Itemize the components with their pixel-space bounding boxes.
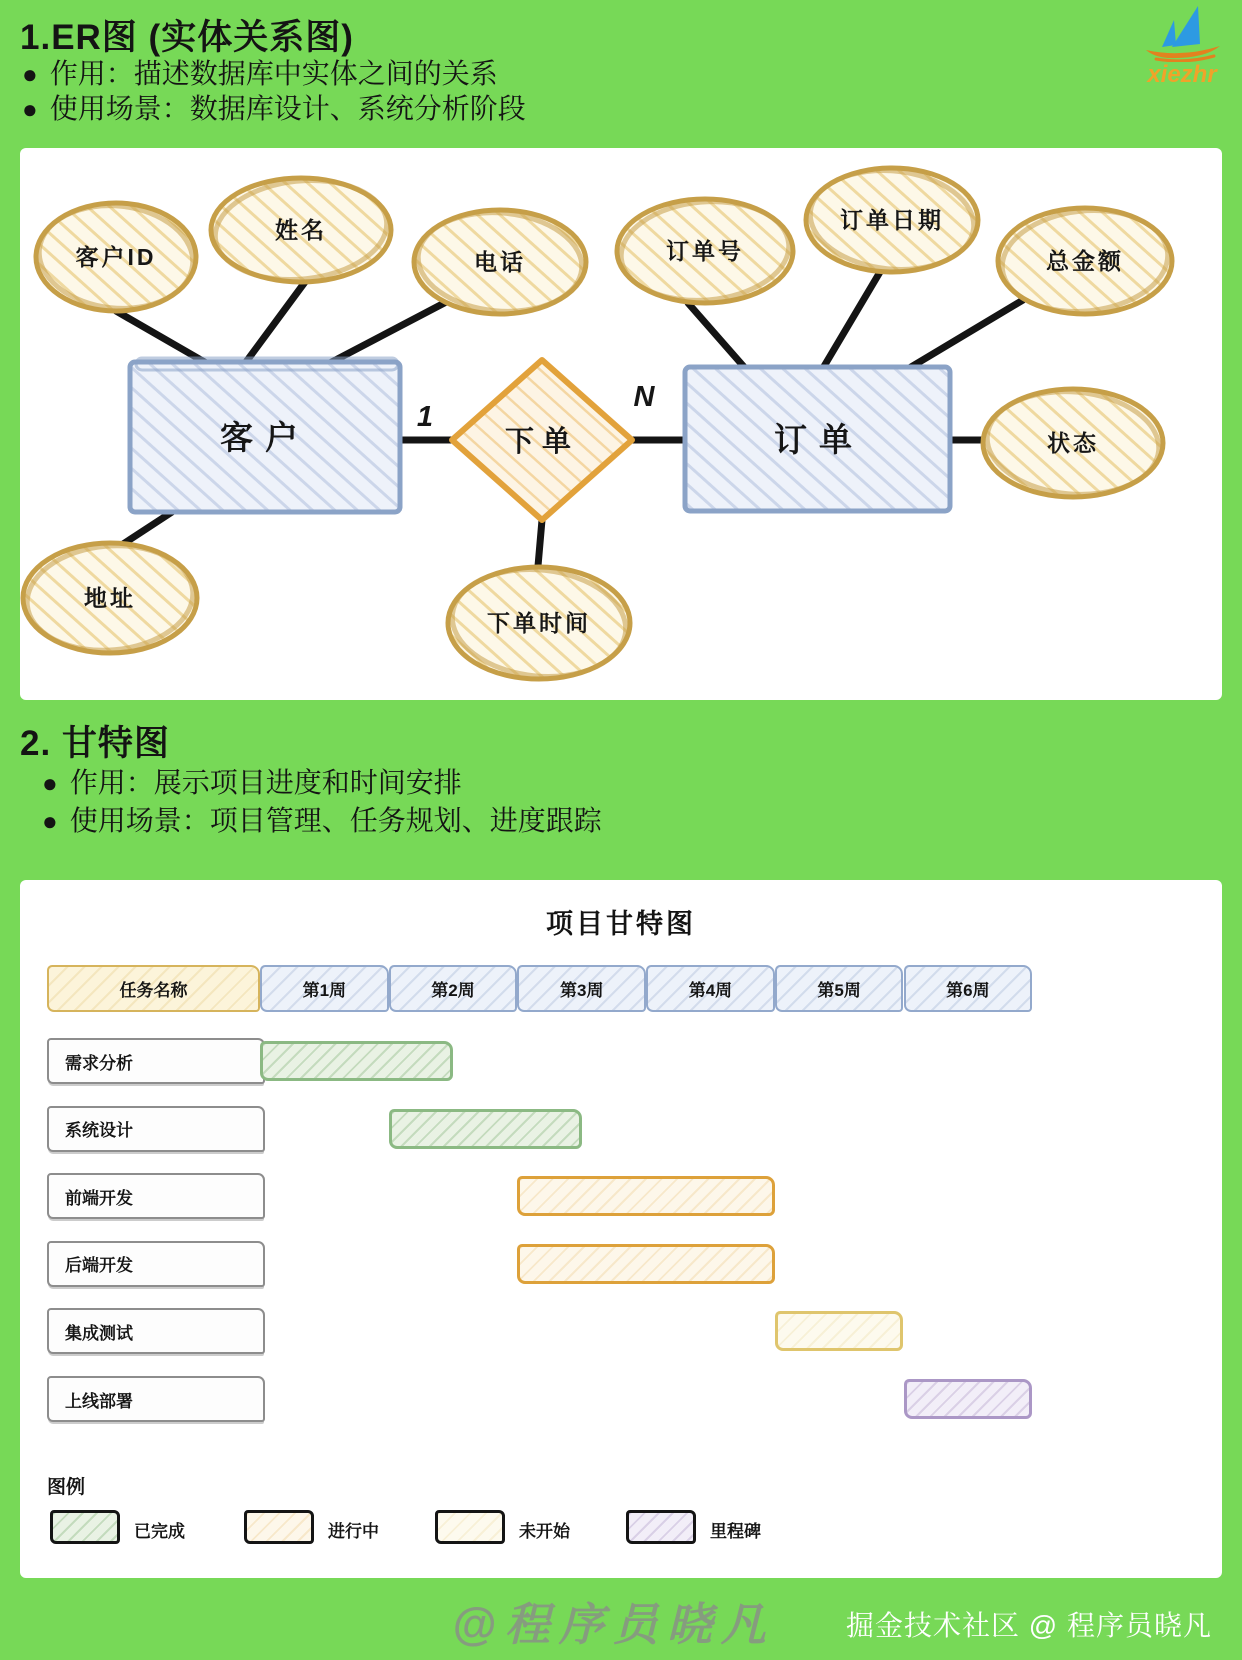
connector-customerid	[116, 311, 208, 364]
attr-name-label: 姓名	[275, 217, 327, 243]
attr-customer-id	[34, 198, 198, 316]
legend-label-2: 未开始	[519, 1522, 570, 1541]
er-diagram	[20, 148, 1222, 700]
entity-order	[685, 367, 950, 511]
section1-bullet-2-text: 使用场景：数据库设计、系统分析阶段	[49, 93, 526, 124]
section1-bullet-2	[22, 92, 526, 126]
task-label-3: 后端开发	[47, 1241, 265, 1287]
attr-phone-label: 电话	[474, 249, 526, 275]
connector-orderdate	[823, 272, 880, 368]
gantt-bar-5	[904, 1379, 1033, 1419]
attr-phone	[414, 206, 586, 318]
section2-title: 2. 甘特图	[20, 724, 170, 763]
attr-order-time	[447, 561, 631, 685]
attr-address-label: 地址	[84, 585, 136, 611]
gantt-bar-2	[517, 1176, 774, 1216]
connector-ordertime	[538, 520, 542, 566]
section1-title: 1.ER图 (实体关系图)	[20, 18, 354, 57]
gantt-bar-0	[260, 1041, 453, 1081]
connector-name	[246, 282, 305, 362]
attr-order-date-label: 订单日期	[840, 207, 944, 233]
task-label-2: 前端开发	[47, 1173, 265, 1219]
gantt-bar-3	[517, 1244, 774, 1284]
task-name-header: 任务名称	[47, 965, 260, 1012]
logo-text: xiezhr	[1147, 61, 1217, 88]
connector-phone	[328, 300, 450, 364]
bullet-dot-icon: ●	[22, 94, 38, 124]
relationship-diamond	[452, 360, 632, 520]
bullet-dot-icon: ●	[42, 768, 58, 798]
week-header-5: 第5周	[775, 965, 904, 1012]
section2-bullet-1-text: 作用：展示项目进度和时间安排	[69, 767, 462, 798]
attr-status-label: 状态	[1047, 430, 1099, 456]
task-label-5: 上线部署	[47, 1376, 265, 1422]
section2-bullet-1	[42, 766, 462, 800]
watermark-text: @程序员晓凡	[452, 1599, 775, 1650]
section2-bullet-2	[42, 804, 602, 838]
legend-swatch-0	[50, 1510, 120, 1544]
task-label-1: 系统设计	[47, 1106, 265, 1152]
attr-status	[983, 385, 1163, 502]
section1-bullet-1	[22, 57, 498, 91]
relationship-label: 下单	[504, 426, 580, 458]
gantt-grid	[20, 880, 1222, 1578]
attr-order-no	[617, 195, 793, 307]
week-header-4: 第4周	[646, 965, 775, 1012]
entity-customer	[130, 358, 400, 512]
legend-swatch-3	[626, 1510, 696, 1544]
gantt-bar-1	[389, 1109, 582, 1149]
attr-customer-id-label: 客户ID	[75, 244, 157, 270]
connector-orderno	[688, 303, 745, 368]
legend-swatch-1	[244, 1510, 314, 1544]
week-header-1: 第1周	[260, 965, 389, 1012]
week-header-3: 第3周	[517, 965, 646, 1012]
attr-order-time-label: 下单时间	[487, 610, 591, 636]
connector-amount	[906, 300, 1023, 370]
gantt-chart	[20, 880, 1222, 1578]
legend-swatch-2	[435, 1510, 505, 1544]
cardinality-1-label: 1	[416, 401, 434, 433]
task-label-4: 集成测试	[47, 1308, 265, 1354]
sailboat-icon	[1126, 4, 1238, 62]
legend-label-3: 里程碑	[710, 1522, 761, 1541]
section1-bullet-1-text: 作用：描述数据库中实体之间的关系	[49, 58, 498, 89]
task-label-0: 需求分析	[47, 1038, 265, 1084]
week-header-6: 第6周	[904, 965, 1033, 1012]
xiezhr-logo	[1126, 4, 1238, 89]
attr-order-date	[805, 163, 978, 278]
attr-total-amount-label: 总金额	[1046, 248, 1124, 274]
er-diagram-panel	[20, 148, 1222, 700]
bullet-dot-icon: ●	[42, 806, 58, 836]
credit-text: 掘金技术社区 @ 程序员晓凡	[846, 1610, 1212, 1641]
legend-title: 图例	[47, 1477, 86, 1498]
entity-order-label: 订单	[774, 421, 864, 458]
gantt-bar-4	[775, 1311, 904, 1351]
gantt-title: 项目甘特图	[546, 909, 696, 939]
week-header-2: 第2周	[389, 965, 518, 1012]
entity-customer-label: 客户	[220, 419, 310, 456]
cardinality-n-label: N	[633, 381, 655, 413]
legend-label-0: 已完成	[134, 1522, 185, 1541]
attr-order-no-label: 订单号	[666, 238, 744, 264]
section2-bullet-2-text: 使用场景：项目管理、任务规划、进度跟踪	[69, 805, 602, 836]
connector-address	[120, 512, 172, 546]
attr-address	[23, 539, 197, 657]
bullet-dot-icon: ●	[22, 59, 38, 89]
attr-name	[210, 172, 391, 287]
legend-label-1: 进行中	[328, 1522, 379, 1541]
